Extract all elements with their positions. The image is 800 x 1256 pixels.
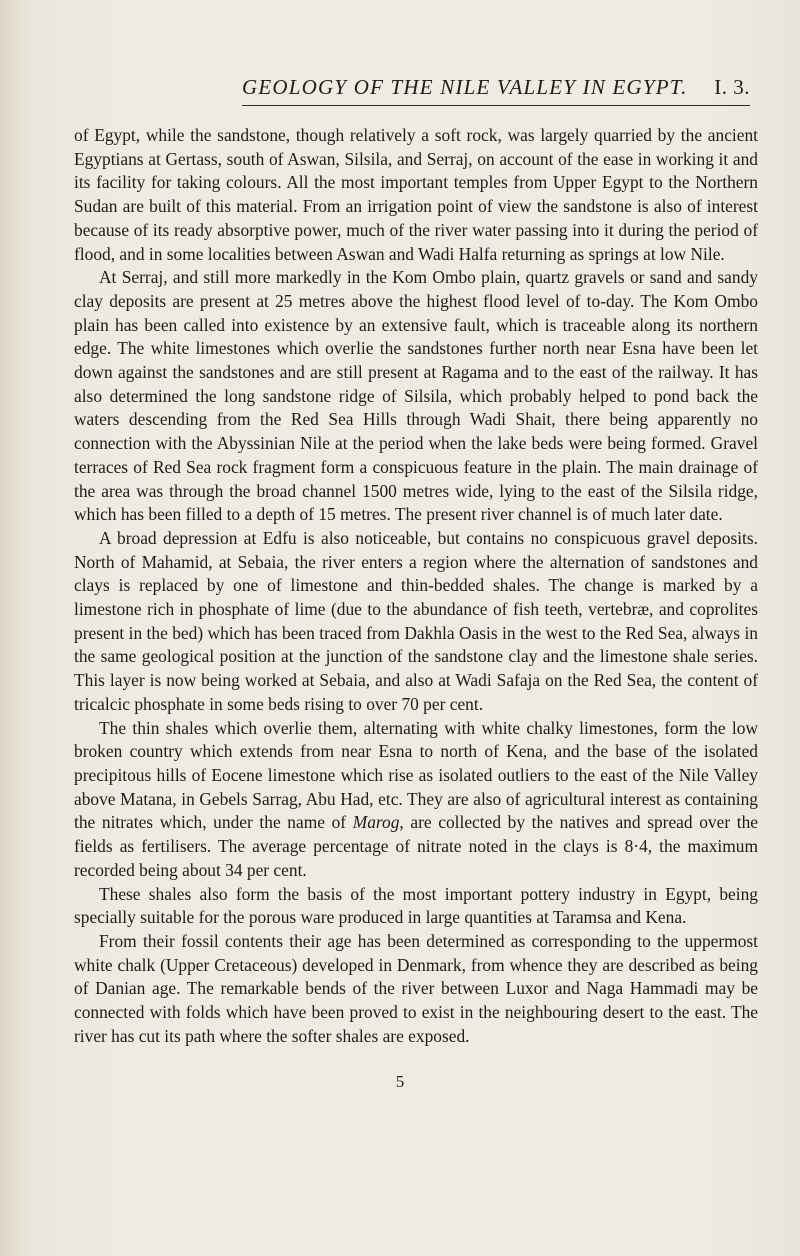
header-rule	[242, 105, 750, 106]
paragraph-1: of Egypt, while the sandstone, though relatively a soft rock, was largely quarried by the ancient Egyptians at Gertass, south of Aswan, Silsila, and Serraj, on account of the ease in working it and its facility for taking colours. All the most important temples from Upper Egypt to the Northern Sudan are built of this material. From an irrigation point of view the sandstone is also of interest because of its ready absorptive power, much of the river water passing into it during the period of flood, and in some localities between Aswan and Wadi Halfa returning as springs at low Nile.	[74, 125, 758, 264]
marog-term: Marog	[352, 812, 400, 833]
section-number: I. 3.	[714, 75, 750, 99]
page-number: 5	[395, 1072, 405, 1091]
paragraph-5: These shales also form the basis of the most important pottery industry in Egypt, being specially suitable for the porous ware produced in large quantities at Taramsa and Kena.	[74, 883, 758, 928]
paragraph-3: A broad depression at Edfu is also noticeable, but contains no conspicuous gravel deposits. North of Mahamid, at Sebaia, the river enters a region where the alternation of sandstones and clays is replaced by one of limestone and thin-bedded shales. The change is marked by a limestone rich in phosphate of lime (due to the abundance of fish teeth, vertebræ, and coprolites present in the bed) which has been traced from Dakhla Oasis in the west to the Red Sea, always in the same geological position at the junction of the sandstone clay and the limestone shale series. This layer is now being worked at Sebaia, and also at Wadi Safaja on the Red Sea, the content of tricalcic phosphate in some beds rising to over 70 per cent.	[74, 527, 758, 714]
paragraph-4	[74, 717, 758, 883]
paragraph-2: At Serraj, and still more markedly in the Kom Ombo plain, quartz gravels or sand and sandy clay deposits are present at 25 metres above the highest flood level of to-day. The Kom Ombo plain has been called into existence by an extensive fault, which is traceable along its northern edge. The white limestones which overlie the sandstones further north near Esna have been let down against the sandstones and are still present at Ragama and to the east of the railway. It has also determined the long sandstone ridge of Silsila, which probably helped to pond back the waters descending from the Red Sea Hills through Wadi Shait, there being apparently no connection with the Abyssinian Nile at the period when the lake beds were being formed. Gravel terraces of Red Sea rock fragment form a conspicuous feature in the plain. The main drainage of the area was through the broad channel 1500 metres wide, lying to the east of the Silsila ridge, which has been filled to a depth of 15 metres. The present river channel is of much later date.	[74, 267, 758, 525]
paragraph-6: From their fossil contents their age has been determined as corresponding to the uppermost white chalk (Upper Cretaceous) developed in Denmark, from whence they are described as being of Danian age. The remarkable bends of the river between Luxor and Naga Hammadi may be connected with folds which have been proved to exist in the neighbouring desert to the east. The river has cut its path where the softer shales are exposed.	[74, 930, 758, 1046]
page-header	[242, 75, 762, 109]
paragraph-4-tail: , are collected by the natives and spread over the fields as fertilisers. The average percentage of nitrate noted in the clays is 8·4, the maximum recorded being about 34 per cent.	[74, 812, 759, 880]
running-title: GEOLOGY OF THE NILE VALLEY IN EGYPT.	[242, 75, 688, 99]
body-text	[74, 124, 758, 1048]
paragraph-4-head: The thin shales which overlie them, alternating with white chalky limestones, form the low broken country which extends from near Esna to north of Kena, and the base of the isolated precipitous hills of Eocene limestone which rise as isolated outliers to the east of the Nile Valley above Matana, in Gebels Sarrag, Abu Had, etc. They are also of agricultural interest as containing the nitrates which, under the name of	[74, 717, 758, 833]
